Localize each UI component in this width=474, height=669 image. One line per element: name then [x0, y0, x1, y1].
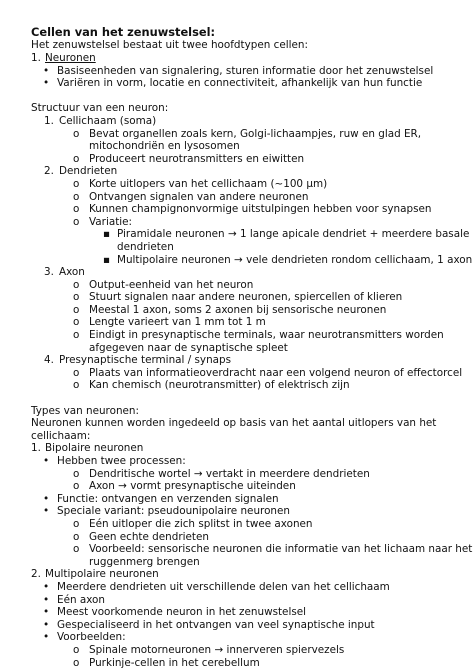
neuronen-heading [31, 52, 450, 65]
axon-heading [31, 266, 450, 279]
bullet-marker: • [43, 505, 50, 518]
list-item [31, 531, 450, 544]
list-item-text: Speciale variant: pseudounipolaire neuronen [57, 505, 290, 518]
list-item [31, 316, 450, 329]
list-item-text: Meest voorkomende neuron in het zenuwstelsel [57, 606, 307, 619]
list-item-text: Produceert neurotransmitters en eiwitten [89, 152, 305, 165]
multipolaire-label: Multipolaire neuronen [45, 568, 159, 581]
list-item [31, 581, 450, 594]
bipolaire-heading [31, 442, 450, 455]
circle-marker: o [73, 152, 80, 165]
list-item-text: Eindigt in presynaptische terminals, waar neurotransmitters worden [89, 329, 444, 342]
list-item-continuation: ruggenmerg brengen [89, 555, 200, 568]
list-item-text: Hebben twee processen: [57, 455, 186, 467]
cellichaam-label: Cellichaam (soma) [59, 114, 157, 127]
list-item-text: Axon → vormt presynaptische uiteinden [89, 480, 296, 493]
list-item-text: Eén axon [57, 593, 105, 606]
neuronen-heading-label: Neuronen [45, 52, 96, 64]
types-intro-line: cellichaam: [31, 429, 91, 442]
circle-marker: o [73, 278, 80, 291]
list-item [31, 291, 450, 304]
list-item [31, 606, 450, 619]
list-item-text: Plaats van informatieoverdracht naar een volgend neuron of effectorcel [89, 366, 463, 379]
list-item-text: Lengte varieert van 1 mm tot 1 m [89, 316, 266, 329]
bullet-marker: • [43, 64, 50, 77]
list-item [31, 480, 450, 493]
circle-marker: o [73, 517, 80, 530]
list-item-text: Spinale motorneuronen → innerveren spiervezels [89, 643, 345, 656]
list-item [31, 493, 450, 506]
list-item [31, 619, 450, 632]
circle-marker: o [73, 643, 80, 656]
list-item-continuation: mitochondriën en lysosomen [89, 140, 240, 153]
list-item-text: Meestal 1 axon, soms 2 axonen bij sensorische neuronen [89, 303, 387, 316]
list-item-text: Geen echte dendrieten [89, 530, 209, 543]
list-number: 1. [44, 114, 54, 127]
list-item-text: Gespecialiseerd in het ontvangen van veel synaptische input [57, 618, 375, 631]
circle-marker: o [73, 316, 80, 329]
list-item [31, 253, 473, 267]
list-number: 1. [31, 52, 41, 64]
circle-marker: o [73, 543, 80, 556]
list-item-text: Output-eenheid van het neuron [89, 278, 254, 291]
circle-marker: o [73, 190, 80, 203]
list-item-text: Dendritische wortel → vertakt in meerdere dendrieten [89, 467, 370, 480]
list-item [31, 657, 450, 669]
list-item [31, 279, 450, 292]
list-item [31, 594, 450, 607]
list-item [31, 128, 450, 141]
bullet-marker: • [43, 455, 50, 467]
list-item-text: Bevat organellen zoals kern, Golgi-lichaampjes, ruw en glad ER, [89, 127, 422, 140]
list-item [31, 203, 450, 216]
list-item-text: Korte uitlopers van het cellichaam (~100 µm) [89, 177, 328, 190]
square-marker: ▪ [103, 228, 111, 241]
bipolaire-label: Bipolaire neuronen [45, 442, 144, 455]
list-item [31, 518, 450, 531]
list-item [31, 228, 470, 241]
circle-marker: o [73, 467, 80, 480]
list-item [31, 379, 450, 392]
list-item-text: Functie: ontvangen en verzenden signalen [57, 492, 279, 505]
list-item-continuation: dendrieten [117, 240, 174, 253]
list-item [31, 644, 450, 657]
list-item [31, 455, 450, 468]
bullet-marker: • [43, 492, 50, 505]
list-item-text: Voorbeeld: sensorische neuronen die informatie van het lichaam naar het [89, 543, 473, 556]
list-item [31, 468, 450, 481]
list-item-continuation: afgegeven naar de synaptische spleet [89, 341, 288, 354]
bullet-marker: • [43, 618, 50, 631]
list-item-text: Basiseenheden van signalering, sturen informatie door het zenuwstelsel [57, 64, 434, 77]
list-item [31, 191, 450, 204]
list-number: 2. [31, 568, 41, 581]
bullet-marker: • [43, 631, 50, 644]
circle-marker: o [73, 480, 80, 493]
multipolaire-heading [31, 568, 450, 581]
circle-marker: o [73, 291, 80, 304]
list-item-text: Piramidale neuronen → 1 lange apicale dendriet + meerdere basale [117, 228, 470, 241]
list-number: 1. [31, 442, 41, 455]
circle-marker: o [73, 656, 80, 669]
list-item-text: Eén uitloper die zich splitst in twee axonen [89, 517, 313, 530]
bullet-marker: • [43, 580, 50, 593]
terminal-label: Presynaptische terminal / synaps [59, 354, 232, 367]
list-item-text: Stuurt signalen naar andere neuronen, spiercellen of klieren [89, 291, 403, 304]
bullet-marker: • [43, 77, 50, 90]
list-item [31, 304, 450, 317]
list-item [31, 543, 473, 556]
circle-marker: o [73, 379, 80, 392]
types-intro-line: Neuronen kunnen worden ingedeeld op basis van het aantal uitlopers van het [31, 417, 437, 430]
circle-marker: o [73, 303, 80, 316]
intro-text: Het zenuwstelsel bestaat uit twee hoofdtypen cellen: [31, 39, 308, 52]
terminal-heading [31, 354, 450, 367]
cellichaam-heading [31, 115, 450, 128]
dendrieten-label: Dendrieten [59, 165, 118, 178]
square-marker: ▪ [103, 253, 111, 266]
list-item [31, 366, 463, 380]
list-item-text: Purkinje-cellen in het cerebellum [89, 656, 260, 669]
list-item-text: Variatie: [89, 215, 133, 228]
list-item-text: Multipolaire neuronen → vele dendrieten rondom cellichaam, 1 axon [117, 253, 473, 266]
list-item-text: Kunnen champignonvormige uitstulpingen hebben voor synapsen [89, 203, 432, 216]
list-number: 4. [44, 354, 54, 367]
structuur-heading: Structuur van een neuron: [31, 102, 169, 115]
circle-marker: o [73, 530, 80, 543]
list-item [31, 178, 450, 191]
list-number: 3. [44, 266, 54, 279]
list-item-text: Meerdere dendrieten uit verschillende delen van het cellichaam [57, 580, 390, 593]
circle-marker: o [73, 127, 80, 140]
bullet-marker: • [43, 593, 50, 606]
list-item-text: Kan chemisch (neurotransmitter) of elektrisch zijn [89, 379, 350, 392]
list-item [31, 329, 450, 342]
list-item [31, 153, 450, 166]
list-number: 2. [44, 165, 54, 178]
list-item [31, 505, 450, 518]
circle-marker: o [73, 215, 80, 228]
list-item [31, 65, 450, 78]
circle-marker: o [73, 366, 80, 379]
circle-marker: o [73, 329, 80, 342]
list-item-text: Ontvangen signalen van andere neuronen [89, 190, 309, 203]
bullet-marker: • [43, 606, 50, 619]
dendrieten-heading [31, 165, 450, 178]
circle-marker: o [73, 177, 80, 190]
types-heading: Types van neuronen: [31, 404, 140, 417]
document-title: Cellen van het zenuwstelsel: [31, 25, 216, 39]
circle-marker: o [73, 203, 80, 216]
list-item [31, 216, 450, 229]
list-item [31, 77, 450, 90]
axon-label: Axon [59, 266, 85, 279]
list-item [31, 631, 450, 644]
list-item-text: Variëren in vorm, locatie en connectiviteit, afhankelijk van hun functie [57, 77, 423, 90]
list-item-text: Voorbeelden: [57, 631, 126, 644]
